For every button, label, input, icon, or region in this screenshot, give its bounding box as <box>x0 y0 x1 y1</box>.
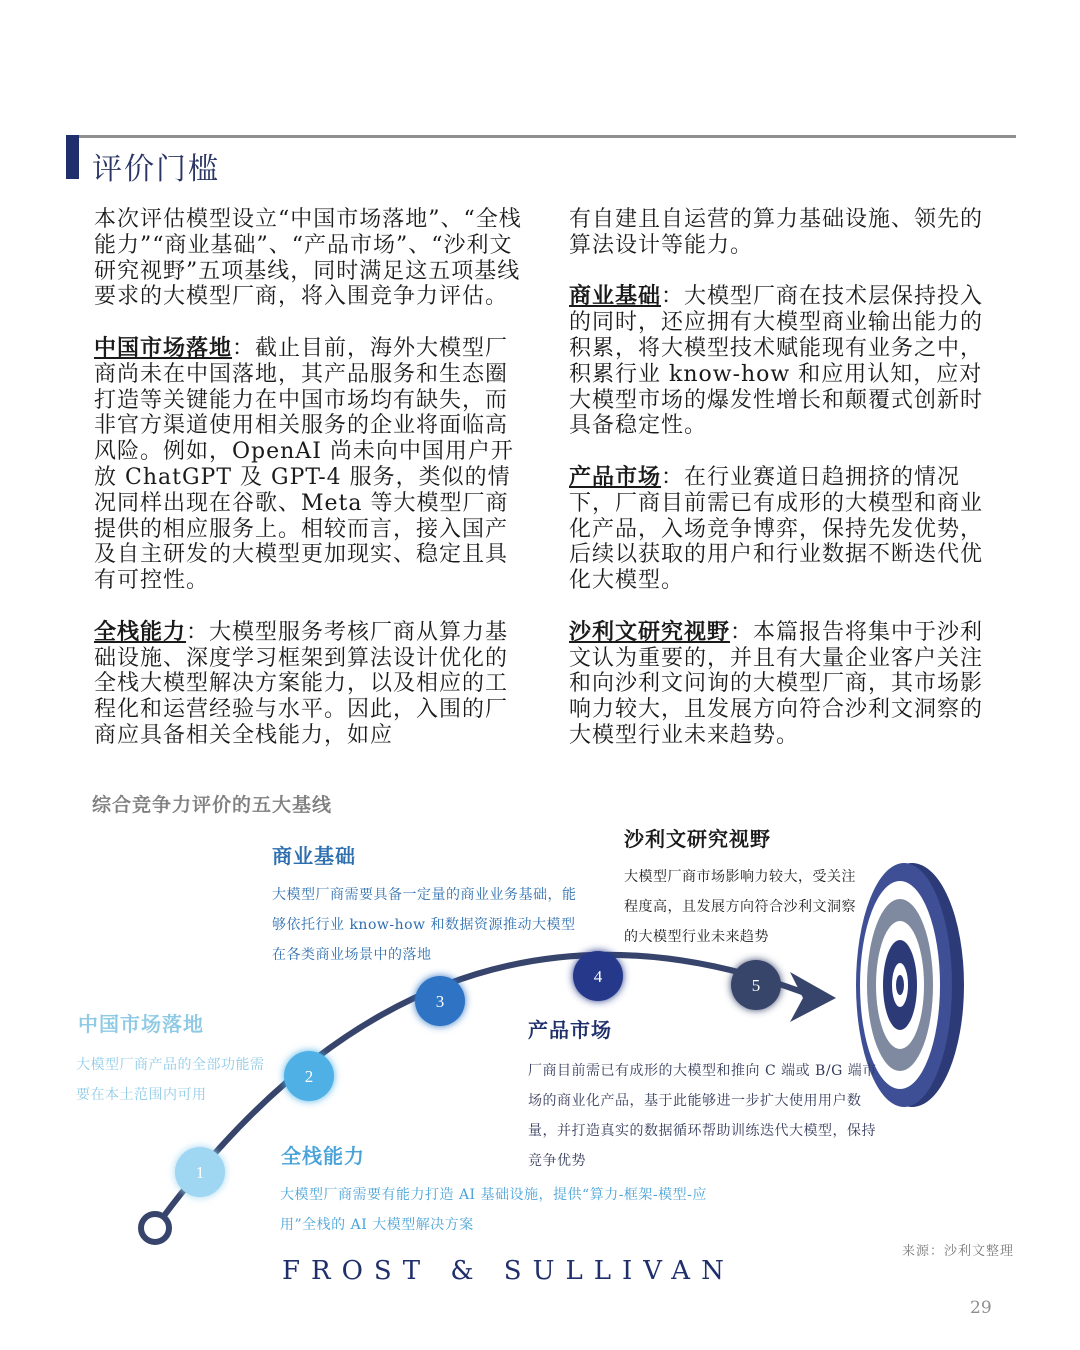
arc-start-ring <box>141 1214 169 1242</box>
step-node-3 <box>415 976 465 1026</box>
step-number: 2 <box>304 1067 314 1086</box>
source-note: 来源：沙利文整理 <box>902 1244 1015 1259</box>
step-title-vision: 沙利文研究视野 <box>624 827 771 851</box>
step-desc-product: 厂商目前需已有成形的大模型和推向 C 端或 B/G 端市场的商业化产品，基于此能够进一步扩大使用用户数量，并打造真实的数据循环帮助训练迭代大模型，保持竞争优势 <box>528 1063 877 1169</box>
step-title-product: 产品市场 <box>528 1018 612 1042</box>
fullstack-continuation: 有自建且自运营的算力基础设施、领先的算法设计等能力。 <box>569 207 984 258</box>
brand-logo: FROST & SULLIVAN <box>282 1256 735 1286</box>
fullstack-text: ：大模型服务考核厂商从算力基础设施、深度学习框架到算法设计优化的全栈大模型解决方案能力，以及相应的工程化和运营经验与水平。因此，入围的厂商应具备相关全栈能力，如应 <box>94 619 509 748</box>
business-term: 商业基础 <box>569 283 662 310</box>
step-number: 5 <box>751 976 761 995</box>
vision-text: ：本篇报告将集中于沙利文认为重要的，并且有大量企业客户关注和向沙利文问询的大模型厂商，其市场影响力较大，且发展方向符合沙利文洞察的大模型行业未来趋势。 <box>569 619 984 748</box>
step-number: 4 <box>593 967 603 986</box>
step-desc-vision: 大模型厂商市场影响力较大，受关注程度高，且发展方向符合沙利文洞察的大模型行业未来趋势 <box>624 869 856 945</box>
china-market-term: 中国市场落地 <box>94 334 233 361</box>
arc-arrowhead <box>790 972 836 1022</box>
step-title-china-market: 中国市场落地 <box>78 1012 204 1036</box>
fullstack-term: 全栈能力 <box>94 618 187 645</box>
step-node-5 <box>731 960 781 1010</box>
step-desc-fullstack: 大模型厂商需要有能力打造 AI 基础设施，提供“算力-框架-模型-应用”全栈的 AI 大模型解决方案 <box>280 1187 707 1233</box>
section-title: 评价门槛 <box>92 152 220 187</box>
step-title-fullstack: 全栈能力 <box>281 1144 365 1168</box>
page-number: 29 <box>970 1298 992 1318</box>
vision-term: 沙利文研究视野 <box>569 618 731 645</box>
step-number: 1 <box>195 1163 205 1182</box>
step-desc-business: 大模型厂商需要具备一定量的商业业务基础，能够依托行业 know-how 和数据资源推动大模型在各类商业场景中的落地 <box>272 887 577 963</box>
step-desc-china-market: 大模型厂商产品的全部功能需要在本土范围内可用 <box>76 1057 265 1103</box>
step-title-business: 商业基础 <box>272 844 356 868</box>
product-term: 产品市场 <box>569 463 662 490</box>
product-text: ：在行业赛道日趋拥挤的情况下，厂商目前需已有成形的大模型和商业化产品，入场竞争博弈，保持先发优势，后续以获取的用户和行业数据不断迭代优化大模型。 <box>569 464 984 594</box>
business-text: ：大模型厂商在技术层保持投入的同时，还应拥有大模型商业输出能力的积累，将大模型技术赋能现有业务之中，积累行业 know-how 和应用认知，应对大模型市场的爆发性增长和颠覆式创新时具备稳定性。 <box>569 284 984 439</box>
intro-paragraph: 本次评估模型设立“中国市场落地”、“全栈能力”“商业基础”、“产品市场”、“沙利文研究视野”五项基线，同时满足这五项基线要求的大模型厂商，将入围竞争力评估。 <box>94 207 522 310</box>
diagram-heading: 综合竞争力评价的五大基线 <box>92 794 333 816</box>
step-number: 3 <box>435 992 445 1011</box>
china-market-text: ：截止目前，海外大模型厂商尚未在中国落地，其产品服务和生态圈打造等关键能力在中国市场均有缺失，而非官方渠道使用相关服务的企业将面临高风险。例如，OpenAI 尚未向中国用户开放 ChatGPT 及 GPT-4 服务，类似的情况同样出现在谷歌、Meta 等大模型厂商提供的相应服务上。相较而言，接入国产及自主研发的大模型更加现实、稳定且具有可控性。 <box>94 335 514 594</box>
step-node-2 <box>284 1051 334 1101</box>
step-node-1 <box>175 1147 225 1197</box>
